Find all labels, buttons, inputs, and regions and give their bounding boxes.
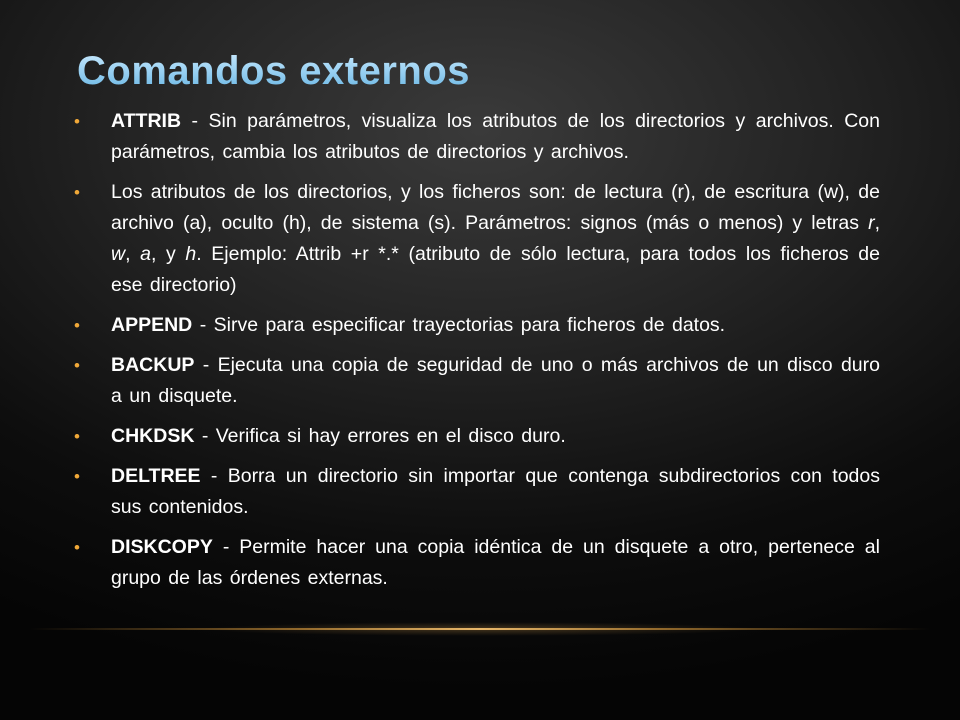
command-name: CHKDSK [111, 425, 195, 447]
bullet-marker-icon: • [74, 467, 80, 486]
bullet-text [111, 465, 880, 518]
bullet-list [72, 106, 880, 603]
bullet-marker-icon: • [74, 356, 80, 375]
bullet-text-segment: - Borra un directorio sin importar que contenga subdirectorios con todos sus contenidos. [111, 465, 880, 518]
bullet-text [111, 110, 880, 163]
bullet-text [111, 536, 880, 589]
bullet-text-segment: , [125, 243, 141, 265]
bullet-text [111, 181, 880, 296]
bullet-text-segment: h [185, 243, 197, 265]
command-name: APPEND [111, 314, 193, 336]
bullet-text [111, 314, 725, 336]
bullet-marker-icon: • [74, 538, 80, 557]
bullet-text-segment: - Sirve para especificar trayectorias para ficheros de datos. [192, 314, 726, 336]
bullet-text [111, 354, 880, 407]
bullet-text-segment: - Ejecuta una copia de seguridad de uno o más archivos de un disco duro a un disquete. [111, 354, 880, 407]
bullet-item [72, 310, 880, 341]
bullet-item [72, 461, 880, 523]
bullet-text-segment: r [868, 212, 875, 234]
bullet-text-segment: . Ejemplo: Attrib +r *.* (atributo de sólo lectura, para todos los ficheros de ese directorio) [111, 243, 880, 296]
bullet-item [72, 350, 880, 412]
bullet-text-segment: - Verifica si hay errores en el disco duro. [194, 425, 566, 447]
bullet-item [72, 532, 880, 594]
bullet-text [111, 425, 566, 447]
bullet-item [72, 177, 880, 301]
bullet-text-segment: - Sin parámetros, visualiza los atributos de los directorios y archivos. Con parámetros, cambia los atributos de directorios y archivos. [111, 110, 880, 163]
command-name: ATTRIB [111, 110, 182, 132]
bullet-text-segment: - Permite hacer una copia idéntica de un disquete a otro, pertenece al grupo de las órdenes externas. [111, 536, 880, 589]
bullet-marker-icon: • [74, 183, 80, 202]
bullet-text-segment: a [140, 243, 151, 265]
bullet-text-segment: Los atributos de los directorios, y los ficheros son: de lectura (r), de escritura (w), de archivo (a), oculto (h), de sistema (s). Parámetros: signos (más o menos) y letras [111, 181, 880, 234]
bullet-marker-icon: • [74, 316, 80, 335]
bullet-item [72, 421, 880, 452]
bullet-item [72, 106, 880, 168]
command-name: DISKCOPY [111, 536, 213, 558]
command-name: BACKUP [111, 354, 195, 376]
command-name: DELTREE [111, 465, 201, 487]
bullet-marker-icon: • [74, 427, 80, 446]
footer-divider [30, 628, 930, 630]
bullet-text-segment: w [111, 243, 126, 265]
bullet-text-segment: , [874, 212, 880, 234]
bullet-marker-icon: • [74, 112, 80, 131]
bullet-text-segment: , y [150, 243, 186, 265]
slide-title: Comandos externos [77, 46, 470, 96]
